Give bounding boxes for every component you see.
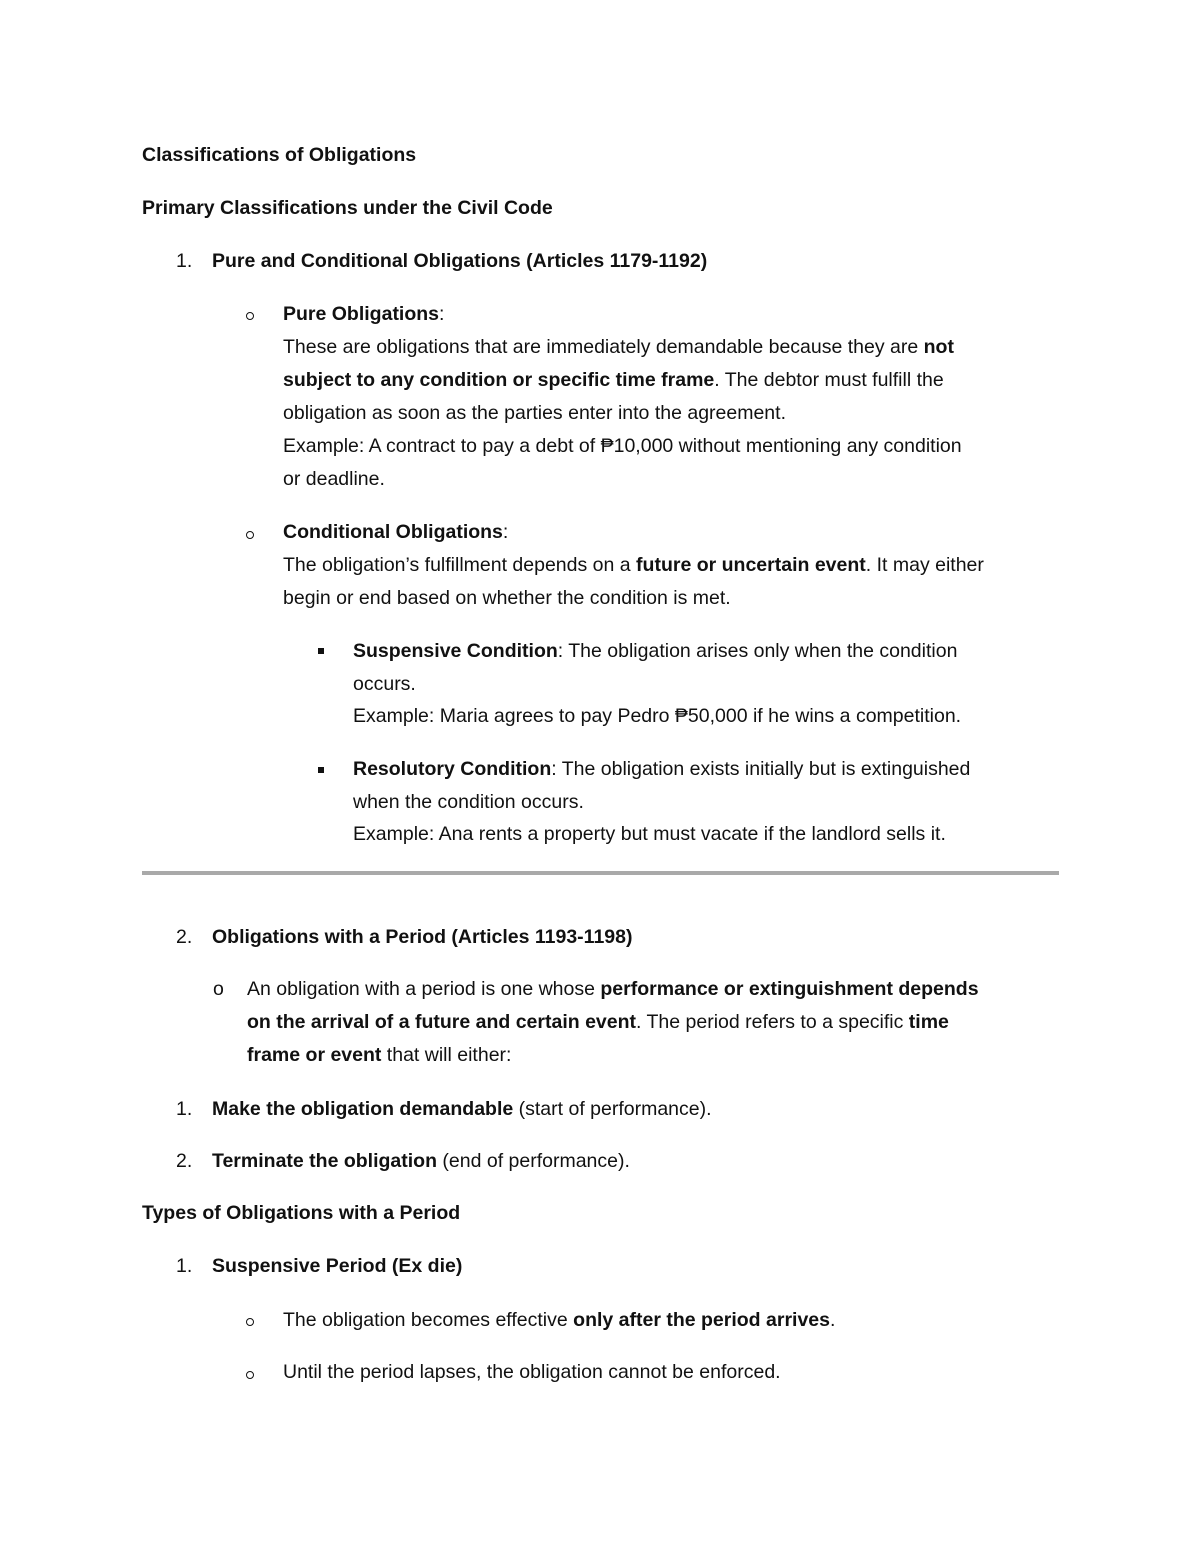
bullet-circle-icon [246,1371,254,1379]
bullet-square-icon [318,767,324,773]
list-number: 2. [176,926,193,948]
resolutory-text-line: when the condition occurs. [353,791,584,813]
pure-example-line: Example: A contract to pay a debt of ₱10,000 without mentioning any condition [283,435,962,457]
conditional-obligations-heading: Conditional Obligations: [283,521,509,543]
resolutory-condition-line: Resolutory Condition: The obligation exists initially but is extinguished [353,758,971,780]
list-item: Make the obligation demandable (start of performance). [212,1098,712,1120]
pure-text-line: These are obligations that are immediately demandable because they are not [283,336,954,358]
list-number: 2. [176,1150,193,1172]
pure-example-line: or deadline. [283,468,385,490]
suspensive-condition-line: Suspensive Condition: The obligation arises only when the condition [353,640,958,662]
list-item: Terminate the obligation (end of performance). [212,1150,630,1172]
suspensive-period-text: Until the period lapses, the obligation cannot be enforced. [283,1361,781,1383]
period-text-line: An obligation with a period is one whose performance or extinguishment depends [247,978,979,1000]
horizontal-rule [142,871,1059,875]
bullet-circle-icon [246,1318,254,1326]
types-heading: Types of Obligations with a Period [142,1202,461,1224]
bullet-circle-icon [246,531,254,539]
section-heading-pure-conditional: Pure and Conditional Obligations (Articles 1179-1192) [212,250,708,272]
resolutory-example-line: Example: Ana rents a property but must vacate if the landlord sells it. [353,823,946,845]
conditional-text-line: begin or end based on whether the condition is met. [283,587,731,609]
document-title: Classifications of Obligations [142,144,417,166]
suspensive-example-line: Example: Maria agrees to pay Pedro ₱50,000 if he wins a competition. [353,705,962,727]
bullet-circle-icon [246,312,254,320]
section-subtitle: Primary Classifications under the Civil Code [142,197,553,219]
pure-text-line: obligation as soon as the parties enter into the agreement. [283,402,786,424]
pure-text-line: subject to any condition or specific time frame. The debtor must fulfill the [283,369,944,391]
list-number: 1. [176,250,193,272]
list-number: 1. [176,1098,193,1120]
period-text-line: frame or event that will either: [247,1044,512,1066]
list-number: 1. [176,1255,193,1277]
bullet-letter-o: o [213,978,224,1000]
bullet-square-icon [318,648,324,654]
conditional-text-line: The obligation’s fulfillment depends on a future or uncertain event. It may either [283,554,984,576]
suspensive-text-line: occurs. [353,673,416,695]
pure-obligations-heading: Pure Obligations: [283,303,445,325]
suspensive-period-heading: Suspensive Period (Ex die) [212,1255,463,1277]
period-text-line: on the arrival of a future and certain event. The period refers to a specific time [247,1011,949,1033]
suspensive-period-text: The obligation becomes effective only after the period arrives. [283,1309,836,1331]
section-heading-period: Obligations with a Period (Articles 1193-1198) [212,926,633,948]
